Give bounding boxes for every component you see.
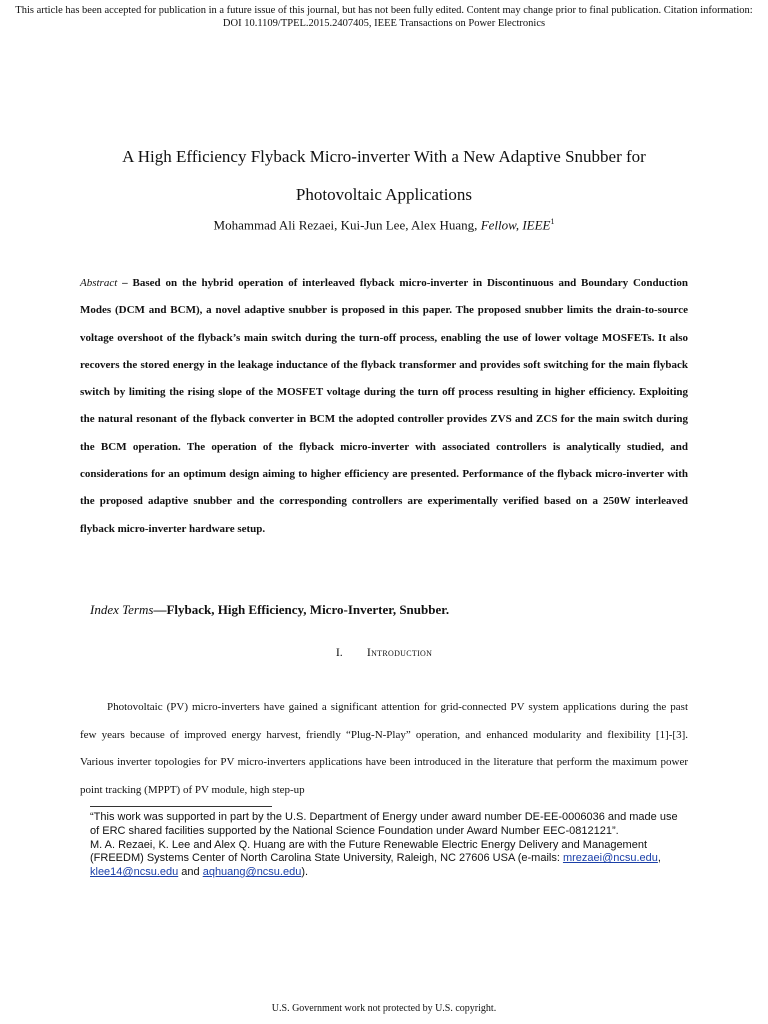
section-number: I.	[335, 645, 343, 659]
section-heading	[0, 645, 768, 660]
title-line-2: Photovoltaic Applications	[295, 185, 473, 204]
index-terms-text: —Flyback, High Efficiency, Micro-Inverter, Snubber.	[153, 602, 450, 617]
author-names: Mohammad Ali Rezaei, Kui-Jun Lee, Alex Huang,	[213, 217, 481, 233]
footnote	[90, 811, 686, 880]
email-link-lee[interactable]: klee14@ncsu.edu	[90, 866, 179, 879]
index-terms	[90, 602, 688, 618]
footnote-affiliation-text: M. A. Rezaei, K. Lee and Alex Q. Huang are with the Future Renewable Electric Energy Delivery and Management (FREEDM) Systems Center of North Carolina State University, Raleigh, NC 27606 USA (e-mails:	[90, 838, 648, 865]
publication-notice: This article has been accepted for publication in a future issue of this journal, but has not been fully edited. Content may change prior to final publication. Citation information: DOI 10.1109/TPEL.2015.2407405, IEEE Transactions on Power Electronics	[15, 5, 753, 29]
title-line-1: A High Efficiency Flyback Micro-inverter With a New Adaptive Snubber for	[122, 147, 646, 166]
index-terms-label: Index Terms	[90, 602, 154, 617]
author-list	[40, 217, 728, 233]
email-link-rezaei[interactable]: mrezaei@ncsu.edu	[562, 852, 658, 865]
copyright-notice: U.S. Government work not protected by U.S. copyright.	[271, 1003, 497, 1014]
email-link-huang[interactable]: aqhuang@ncsu.edu	[202, 866, 302, 879]
footnote-sep-2: and	[178, 866, 203, 879]
footnote-rule	[90, 806, 272, 807]
abstract-text: Based on the hybrid operation of interleaved flyback micro-inverter in Discontinuous and Boundary Conduction Modes (DCM and BCM), a novel adaptive snubber is proposed in this paper. The proposed snubber limits the drain-to-source voltage overshoot of the flyback’s main switch during the turn-off process, enabling the use of lower voltage MOSFETs. It also recovers the stored energy in the leakage inductance of the flyback transformer and provides soft switching for the main flyback switch by limiting the rising slope of the MOSFET voltage during the turn off process resulting in higher efficiency. Exploiting the natural resonant of the flyback converter in BCM the adopted controller provides ZVS and ZCS for the main switch during the BCM operation. The operation of the flyback micro-inverter with associated controllers is analytically studied, and considerations for an optimum design aiming to higher efficiency are presented. Performance of the flyback micro-inverter with the proposed adaptive snubber and the corresponding controllers are experimentally verified based on a 250W interleaved flyback micro-inverter hardware setup.	[80, 277, 689, 535]
body-paragraph: Photovoltaic (PV) micro-inverters have gained a significant attention for grid-connected PV system applications during the past few years because of improved energy harvest, friendly “Plug-N-Play” operation, and enhanced modularity and flexibility [1]-[3]. Various inverter topologies for PV micro-inverters applications have been introduced in the literature that perform the maximum power point tracking (MPPT) of PV module, high step-up	[80, 701, 688, 796]
footnote-sep-1: ,	[657, 852, 661, 865]
section-name: Introduction	[366, 645, 433, 659]
footnote-end: ).	[301, 866, 309, 879]
abstract-dash: –	[117, 277, 133, 289]
abstract-label: Abstract	[80, 277, 118, 289]
author-fellow: Fellow, IEEE	[480, 217, 551, 233]
paper-title	[40, 138, 728, 214]
footnote-funding: “This work was supported in part by the U.S. Department of Energy under award number DE-EE-0006036 and made use of ERC shared facilities supported by the National Science Foundation under Award Number EEC-0812121”.	[90, 811, 678, 837]
author-footnote-mark: 1	[550, 217, 555, 226]
abstract	[80, 270, 688, 543]
footnote-affiliation	[90, 839, 686, 880]
